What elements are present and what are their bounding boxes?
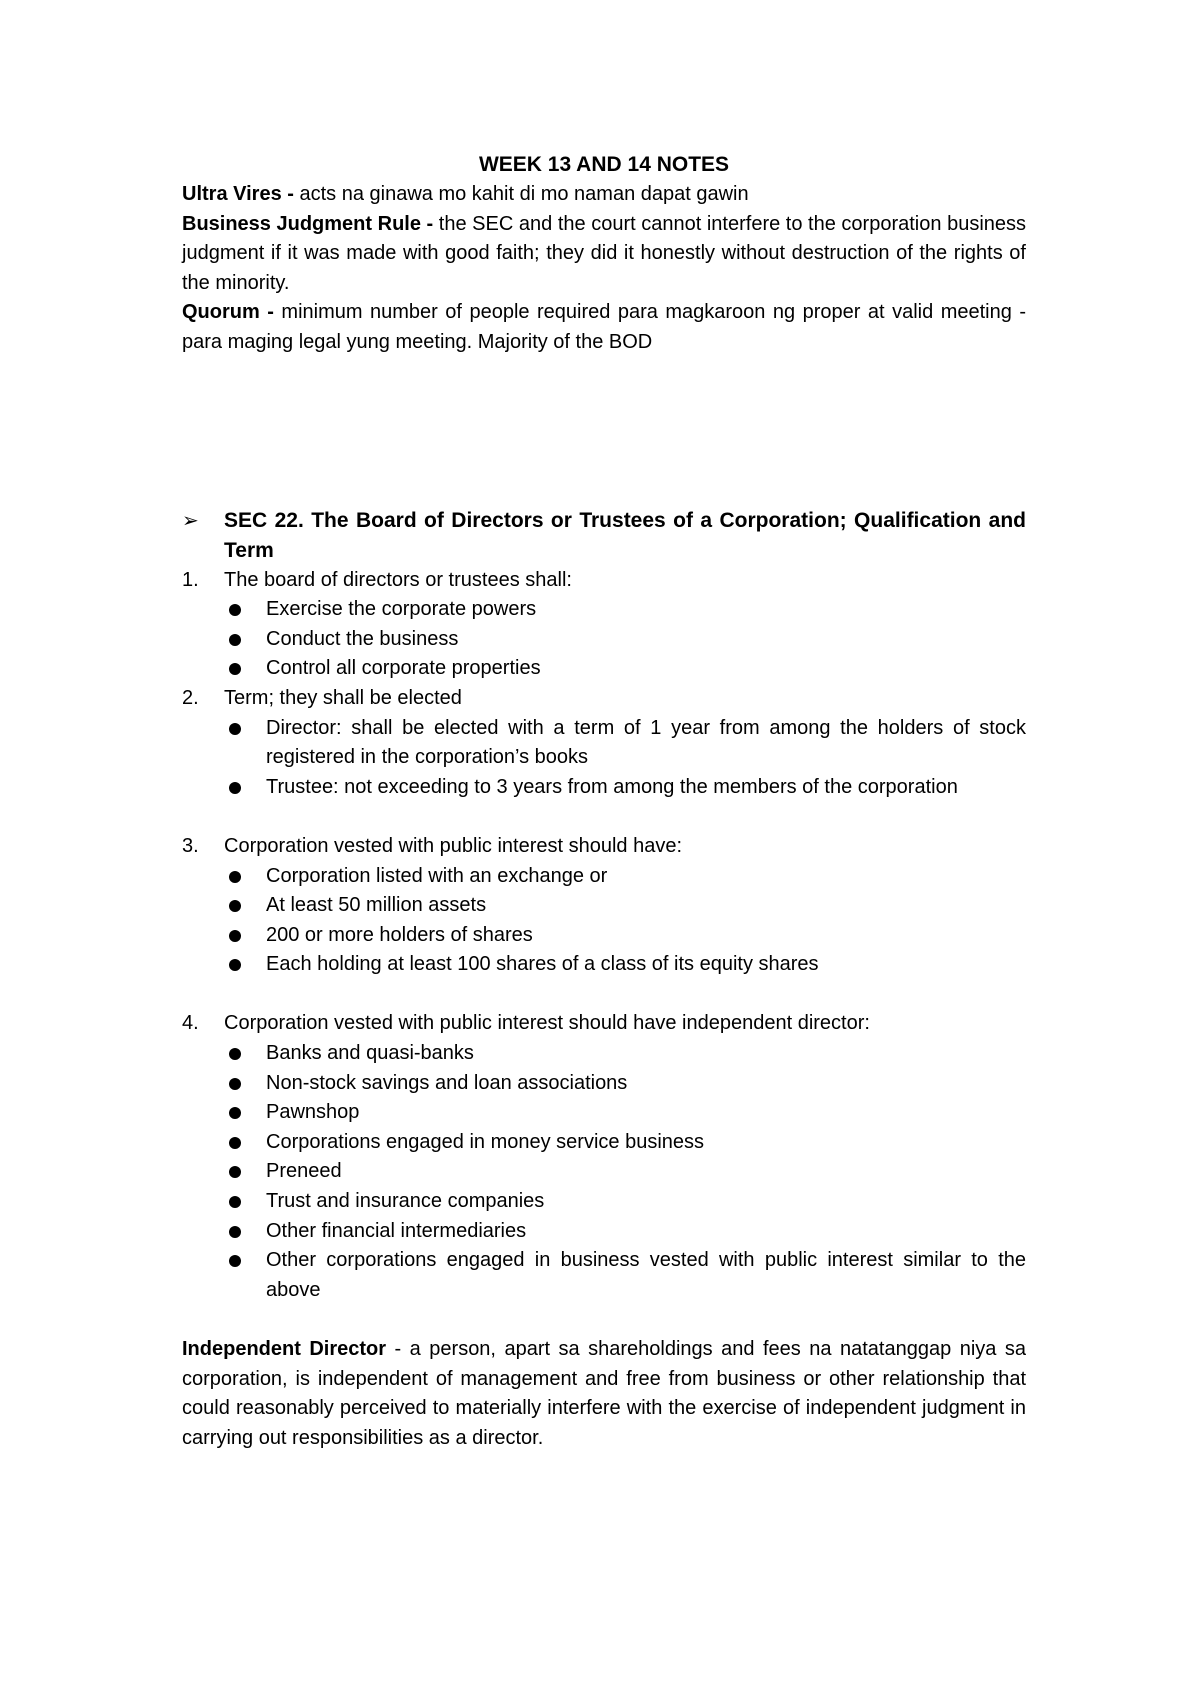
bullet-item: Exercise the corporate powers — [266, 595, 1026, 625]
bullet-dot-icon — [229, 723, 241, 735]
list-item — [182, 1009, 1026, 1039]
bullet-dot-icon — [229, 959, 241, 971]
definition-term: Ultra Vires - — [182, 183, 294, 205]
bullet-item: Non-stock savings and loan associations — [266, 1069, 1026, 1099]
section-heading — [182, 506, 1026, 566]
bullet-item: Other financial intermediaries — [266, 1217, 1026, 1247]
bullet-dot-icon — [229, 782, 241, 794]
item-number: 3. — [182, 834, 199, 857]
bullet-item: Trust and insurance companies — [266, 1187, 1026, 1217]
bullet-dot-icon — [229, 1137, 241, 1149]
definition-text: the SEC and the court cannot interfere to the corporation business judgment if it was made with good faith; they did it honestly without destruction of the rights of the minority. — [182, 212, 1027, 294]
spacer — [182, 980, 1026, 1010]
list-item — [182, 566, 1026, 596]
bullet-list — [182, 862, 1026, 980]
bullet-dot-icon — [229, 930, 241, 942]
bullet-dot-icon — [229, 1048, 241, 1060]
bullet-dot-icon — [229, 1078, 241, 1090]
bullet-item: Corporation listed with an exchange or — [266, 862, 1026, 892]
bullet-list — [182, 1039, 1026, 1305]
bullet-list — [182, 714, 1026, 803]
bullet-dot-icon — [229, 604, 241, 616]
bullet-dot-icon — [229, 1226, 241, 1238]
item-text: Term; they shall be elected — [224, 686, 462, 709]
bullet-item: Trustee: not exceeding to 3 years from among the members of the corporation — [266, 773, 1026, 803]
document-page — [182, 150, 1026, 1453]
item-text: Corporation vested with public interest should have: — [224, 834, 683, 857]
definition-quorum — [182, 298, 1026, 357]
arrow-bullet-icon: ➢ — [182, 509, 199, 532]
spacer — [182, 358, 1026, 506]
bullet-item: Preneed — [266, 1157, 1026, 1187]
bullet-item: At least 50 million assets — [266, 891, 1026, 921]
bullet-item: Other corporations engaged in business vested with public interest similar to the above — [266, 1246, 1026, 1305]
spacer — [182, 802, 1026, 832]
bullet-item: Corporations engaged in money service business — [266, 1128, 1026, 1158]
bullet-item: Director: shall be elected with a term of 1 year from among the holders of stock registered in the corporation’s books — [266, 714, 1026, 773]
bullet-item: Conduct the business — [266, 625, 1026, 655]
item-text: The board of directors or trustees shall: — [224, 568, 572, 591]
bullet-item: Pawnshop — [266, 1098, 1026, 1128]
bullet-item: Banks and quasi-banks — [266, 1039, 1026, 1069]
bullet-item: Each holding at least 100 shares of a class of its equity shares — [266, 950, 1026, 980]
definition-independent-director — [182, 1335, 1026, 1453]
section-heading-text: SEC 22. The Board of Directors or Trustees of a Corporation; Qualification and Term — [224, 508, 1026, 562]
bullet-dot-icon — [229, 1166, 241, 1178]
definition-business-judgment-rule — [182, 210, 1026, 299]
bullet-dot-icon — [229, 1107, 241, 1119]
definition-text: minimum number of people required para magkaroon ng proper at valid meeting - para maging legal yung meeting. Majority of the BOD — [182, 301, 1026, 353]
bullet-item: Control all corporate properties — [266, 654, 1026, 684]
item-number: 4. — [182, 1012, 199, 1035]
bullet-dot-icon — [229, 1255, 241, 1267]
list-item — [182, 684, 1026, 714]
definition-term: Independent Director — [182, 1338, 387, 1360]
item-number: 2. — [182, 686, 199, 709]
bullet-item: 200 or more holders of shares — [266, 921, 1026, 951]
item-text: Corporation vested with public interest should have independent director: — [224, 1012, 870, 1035]
definition-term: Business Judgment Rule - — [182, 212, 434, 235]
bullet-dot-icon — [229, 1196, 241, 1208]
bullet-dot-icon — [229, 900, 241, 912]
item-number: 1. — [182, 568, 199, 591]
definition-term: Quorum - — [182, 301, 274, 324]
bullet-dot-icon — [229, 663, 241, 675]
definition-text: acts na ginawa mo kahit di mo naman dapat gawin — [293, 183, 749, 205]
bullet-list — [182, 595, 1026, 684]
bullet-dot-icon — [229, 871, 241, 883]
definition-text: - a person, apart sa shareholdings and fees na natatanggap niya sa corporation, is independent of management and free from business or other relationship that could reasonably perceived to materially interfere with the exercise of independent judgment in carrying out responsibilities as a director. — [182, 1338, 1026, 1449]
list-item — [182, 832, 1026, 862]
definition-ultra-vires — [182, 180, 1026, 210]
page-title: WEEK 13 AND 14 NOTES — [478, 153, 730, 176]
bullet-dot-icon — [229, 634, 241, 646]
